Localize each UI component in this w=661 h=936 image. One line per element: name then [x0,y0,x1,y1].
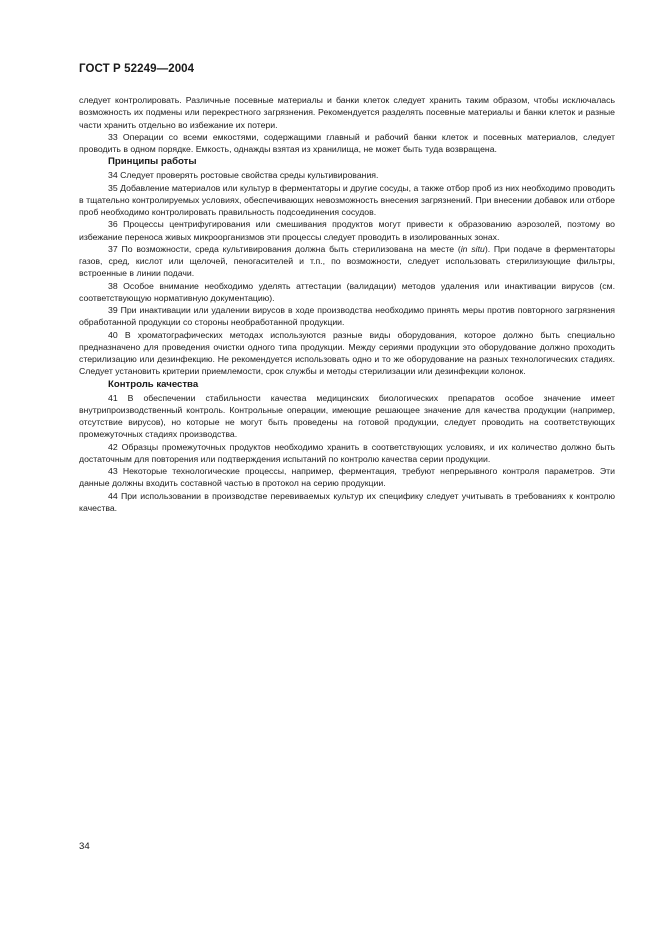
paragraph-40: 40 В хроматографических методах используются разные виды оборудования, которое должно быть специально предназначено для проведения очистки одного типа продукции. Между сериями продукции это оборудование должно проходить стерилизацию или дезинфекцию. Не рекомендуется использовать одно и то же оборудование на разных технологических стадиях. Следует установить критерии приемлемости, срок службы и методы стерилизации или дезинфекции колонок. [79,329,615,377]
paragraph-43: 43 Некоторые технологические процессы, например, ферментация, требуют непрерывного контроля параметров. Эти данные должны входить составной частью в протокол на серию продукции. [79,466,615,489]
paragraph-37 [79,243,615,280]
paragraph-39: 39 При инактивации или удалении вирусов в ходе производства необходимо принять меры против повторного загрязнения обработанной продукции со стороны необработанной продукции. [79,305,615,328]
paragraph-38: 38 Особое внимание необходимо уделять аттестации (валидации) методов удаления или инактивации вирусов (см. соответствующую нормативную документацию). [79,280,615,303]
paragraph-41: 41 В обеспечении стабильности качества медицинских биологических препаратов особое значение имеет внутрипроизводственный контроль. Контрольные операции, имеющие решающее значение для качества продукции (например, отсутствие вирусов), но которые не могут быть проведены на готовой продукции, следует проводить на соответствующих промежуточных стадиях производства. [79,392,615,440]
paragraph-44: 44 При использовании в производстве перевиваемых культур их специфику следует учитывать в требованиях к контролю качества. [79,490,615,513]
section-heading-quality-control: Контроль качества [108,378,199,390]
section-heading-operating-principles: Принципы работы [108,156,197,168]
paragraph-37-text-b: ). При подаче в ферментаторы газов, сред, кислот или щелочей, пеногасителей и т.п., по возможности, следует использовать стерилизующие фильтры, встроенные в линии подачи. [79,243,616,279]
paragraph-36: 36 Процессы центрифугирования или смешивания продуктов могут привести к образованию аэрозолей, поэтому во избежание переноса живых микроорганизмов эти процессы следует проводить в изолированных зонах. [79,219,615,242]
paragraph-33: 33 Операции со всеми емкостями, содержащими главный и рабочий банки клеток и посевных материалов, следует проводить в одном порядке. Емкость, однажды взятая из хранилища, не может быть туда возвращена. [79,131,615,154]
in-situ-term: in situ [460,243,485,254]
intro-paragraph: следует контролировать. Различные посевные материалы и банки клеток следует хранить таким образом, чтобы исключалась возможность их подмены или перекрестного загрязнения. Рекомендуется разделять посевные материалы и банки клеток и разные части хранить отдельно во избежание их потери. [79,95,615,130]
paragraph-42: 42 Образцы промежуточных продуктов необходимо хранить в соответствующих условиях, и их количество должно быть достаточным для повторения или подтверждения испытаний по контролю качества серии продукции. [79,441,615,464]
paragraph-37-text-a: 37 По возможности, среда культивирования должна быть стерилизована на месте ( [108,243,461,254]
paragraph-34: 34 Следует проверять ростовые свойства среды культивирования. [108,170,379,181]
paragraph-35: 35 Добавление материалов или культур в ферментаторы и другие сосуды, а также отбор проб из них необходимо проводить в тщательно контролируемых условиях, обеспечивающих невозможность внесения загрязнений. При внесении добавок или отборе проб необходимо контролировать правильность подсоединения сосудов. [79,182,615,217]
document-header: ГОСТ Р 52249—2004 [79,63,195,75]
page-number: 34 [79,841,90,852]
document-body [79,94,615,514]
